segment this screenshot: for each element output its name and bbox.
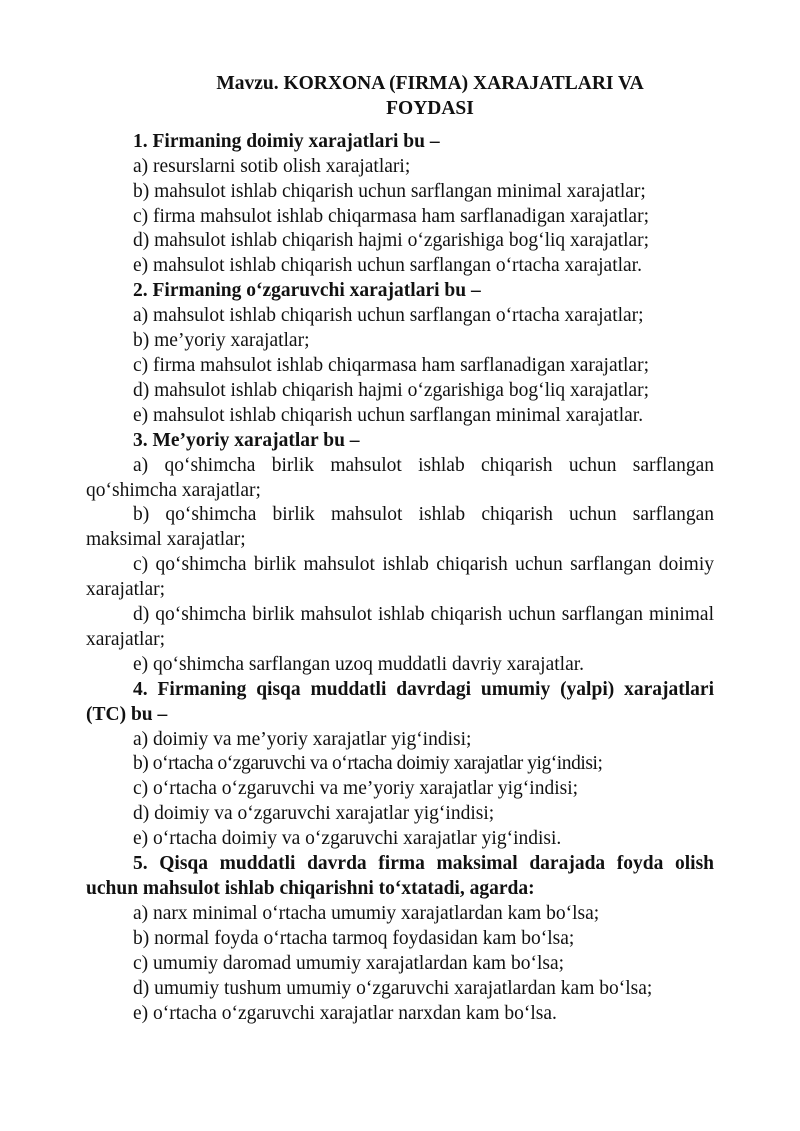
question-2-option-d: d) mahsulot ishlab chiqarish hajmi o‘zgarishiga bog‘liq xarajatlar; bbox=[133, 379, 650, 401]
question-4-option-e: e) o‘rtacha doimiy va o‘zgaruvchi xarajatlar yig‘indisi. bbox=[133, 828, 562, 850]
question-4-option-b: b) o‘rtacha o‘zgaruvchi va o‘rtacha doimiy xarajatlar yig‘indisi; bbox=[133, 753, 603, 775]
question-3-option-c: c) qo‘shimcha birlik mahsulot ishlab chiqarish uchun sarflangan doimiy xarajatlar; bbox=[86, 554, 714, 601]
question-3-option-b: b) qo‘shimcha birlik mahsulot ishlab chiqarish uchun sarflangan maksimal xarajatlar; bbox=[86, 504, 714, 551]
question-4-option-c: c) o‘rtacha o‘zgaruvchi va me’yoriy xarajatlar yig‘indisi; bbox=[133, 778, 579, 800]
question-2-option-e: e) mahsulot ishlab chiqarish uchun sarflangan minimal xarajatlar. bbox=[133, 404, 644, 426]
title-line-1: Mavzu. KORXONA (FIRMA) XARAJATLARI VA bbox=[216, 73, 644, 94]
question-2: 2. Firmaning o‘zgaruvchi xarajatlari bu – bbox=[133, 280, 481, 302]
question-4-option-a: a) doimiy va me’yoriy xarajatlar yig‘indisi; bbox=[133, 728, 472, 750]
question-2-option-c: c) firma mahsulot ishlab chiqarmasa ham sarflanadigan xarajatlar; bbox=[133, 354, 649, 376]
page-title bbox=[86, 72, 714, 122]
question-2-option-b: b) me’yoriy xarajatlar; bbox=[133, 330, 310, 352]
question-5-option-a: a) narx minimal o‘rtacha umumiy xarajatlardan kam bo‘lsa; bbox=[133, 902, 600, 924]
question-2-option-a: a) mahsulot ishlab chiqarish uchun sarflangan o‘rtacha xarajatlar; bbox=[133, 305, 644, 327]
question-5-option-b: b) normal foyda o‘rtacha tarmoq foydasidan kam bo‘lsa; bbox=[133, 927, 575, 949]
question-5-option-d: d) umumiy tushum umumiy o‘zgaruvchi xarajatlardan kam bo‘lsa; bbox=[133, 977, 653, 999]
question-1-option-e: e) mahsulot ishlab chiqarish uchun sarflangan o‘rtacha xarajatlar. bbox=[133, 255, 642, 277]
question-3: 3. Me’yoriy xarajatlar bu – bbox=[133, 429, 360, 451]
question-5: 5. Qisqa muddatli davrda firma maksimal darajada foyda olish uchun mahsulot ishlab chiqarishni to‘xtatadi, agarda: bbox=[86, 853, 714, 899]
question-1-option-b: b) mahsulot ishlab chiqarish uchun sarflangan minimal xarajatlar; bbox=[133, 180, 646, 202]
title-line-2: FOYDASI bbox=[386, 97, 474, 119]
question-1: 1. Firmaning doimiy xarajatlari bu – bbox=[133, 130, 440, 152]
question-1-option-d: d) mahsulot ishlab chiqarish hajmi o‘zgarishiga bog‘liq xarajatlar; bbox=[133, 230, 650, 252]
question-4-option-d: d) doimiy va o‘zgaruvchi xarajatlar yig‘indisi; bbox=[133, 803, 495, 825]
question-3-option-a: a) qo‘shimcha birlik mahsulot ishlab chiqarish uchun sarflangan qo‘shimcha xarajatlar; bbox=[86, 454, 714, 501]
question-1-option-a: a) resurslarni sotib olish xarajatlari; bbox=[133, 155, 411, 177]
question-4: 4. Firmaning qisqa muddatli davrdagi umumiy (yalpi) xarajatlari (TC) bu – bbox=[86, 678, 714, 725]
question-5-option-c: c) umumiy daromad umumiy xarajatlardan kam bo‘lsa; bbox=[133, 952, 565, 974]
question-5-option-e: e) o‘rtacha o‘zgaruvchi xarajatlar narxdan kam bo‘lsa. bbox=[133, 1002, 557, 1024]
question-3-option-d: d) qo‘shimcha birlik mahsulot ishlab chiqarish uchun sarflangan minimal xarajatlar; bbox=[86, 604, 714, 650]
question-3-option-e: e) qo‘shimcha sarflangan uzoq muddatli davriy xarajatlar. bbox=[133, 653, 585, 675]
question-1-option-c: c) firma mahsulot ishlab chiqarmasa ham sarflanadigan xarajatlar; bbox=[133, 205, 649, 227]
